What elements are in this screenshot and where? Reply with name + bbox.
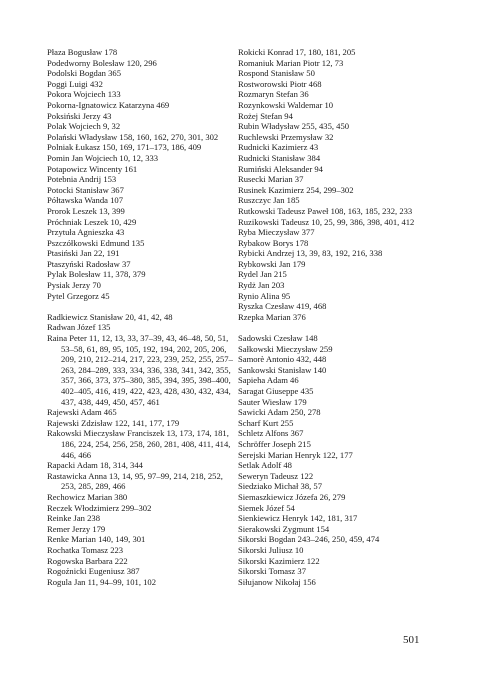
index-entry: Rozynkowski Waldemar 10	[238, 99, 334, 110]
index-column-left	[47, 47, 237, 587]
index-entry: Romaniuk Marian Piotr 12, 73	[238, 57, 344, 68]
index-entry: Seweryn Tadeusz 122	[238, 470, 314, 481]
index-entry: Sadowski Czesław 148	[238, 333, 318, 344]
index-entry: Rubin Władysław 255, 435, 450	[238, 121, 350, 132]
index-entry: Remer Jerzy 179	[47, 523, 106, 534]
index-entry: Potapowicz Wincenty 161	[47, 163, 138, 174]
index-entry: Rospond Stanisław 50	[238, 68, 315, 79]
index-entry: Rutkowski Tadeusz Paweł 108, 163, 185, 232, 233	[238, 205, 413, 216]
index-entry: Rusecki Marian 37	[238, 174, 304, 185]
page-number: 501	[403, 634, 420, 646]
index-entry: Rudnicki Kazimierz 43	[238, 142, 319, 153]
index-entry: Rybkowski Jan 179	[238, 258, 306, 269]
index-group-r-continued	[238, 47, 438, 322]
index-entry: Rybakow Borys 178	[238, 237, 309, 248]
index-entry: Ruszczyc Jan 185	[238, 195, 300, 206]
index-entry: Rajewski Adam 465	[47, 407, 117, 418]
index-entry: Pysiak Jerzy 70	[47, 280, 101, 291]
index-entry: Potocki Stanisław 367	[47, 184, 124, 195]
index-entry: Siemek Józef 54	[238, 502, 295, 513]
index-entry: Pokorna-Ignatowicz Katarzyna 469	[47, 99, 170, 110]
index-entry: Ptasiński Jan 22, 191	[47, 248, 120, 259]
index-entry: Sikorski Bogdan 243–246, 250, 459, 474	[238, 534, 380, 545]
index-entry: Podedworny Bolesław 120, 296	[47, 57, 157, 68]
index-entry: Poggi Luigi 432	[47, 78, 103, 89]
index-entry: Rydel Jan 215	[238, 269, 287, 280]
index-entry: Rzepka Marian 376	[238, 311, 306, 322]
index-entry: Rokicki Konrad 17, 180, 181, 205	[238, 47, 356, 57]
index-entry: Rochatka Tomasz 223	[47, 544, 124, 555]
index-entry: Sałkowski Mieczysław 259	[238, 343, 333, 354]
index-entry: Rogoźnicki Eugeniusz 387	[47, 566, 140, 577]
index-entry: Rumiński Aleksander 94	[238, 163, 323, 174]
index-entry: Serejski Marian Henryk 122, 177	[238, 449, 353, 460]
index-group-p	[47, 47, 237, 301]
index-entry: Ptaszyński Radosław 37	[47, 258, 131, 269]
index-entry: Płaza Bogusław 178	[47, 47, 118, 57]
index-entry: Ryszka Czesław 419, 468	[238, 301, 327, 312]
index-entry: Reczek Włodzimierz 299–302	[47, 502, 152, 513]
index-entry: Pszczółkowski Edmund 135	[47, 237, 145, 248]
index-entry: Renke Marian 140, 149, 301	[47, 534, 146, 545]
index-entry: Rajewski Zdzisław 122, 141, 177, 179	[47, 417, 180, 428]
index-entry: Rybicki Andrzej 13, 39, 83, 192, 216, 338	[238, 248, 383, 259]
index-entry: Pylak Bolesław 11, 378, 379	[47, 269, 146, 280]
index-entry: Saragat Giuseppe 435	[238, 386, 314, 396]
index-entry: Pytel Grzegorz 45	[47, 290, 110, 301]
index-entry: Ruzikowski Tadeusz 10, 25, 99, 386, 398, 401, 412	[238, 216, 415, 227]
index-group-r	[47, 312, 237, 587]
index-entry: Rusinek Kazimierz 254, 299–302	[238, 184, 354, 195]
index-entry: Rastawicka Anna 13, 14, 95, 97–99, 214, 218, 252, 253, 285, 289, 466	[47, 470, 223, 492]
index-entry: Sikorski Tomasz 37	[238, 566, 306, 577]
index-entry: Sankowski Stanisław 140	[238, 364, 327, 375]
index-entry: Rapacki Adam 18, 314, 344	[47, 460, 143, 471]
index-group-s	[238, 333, 438, 587]
index-entry: Rozmaryn Stefan 36	[238, 89, 309, 100]
index-entry: Schröffer Joseph 215	[238, 438, 311, 449]
index-entry: Sikorski Kazimierz 122	[238, 555, 320, 566]
index-entry: Siedziako Michał 38, 57	[238, 481, 323, 492]
index-entry: Próchniak Leszek 10, 429	[47, 216, 137, 227]
index-entry: Poksiński Jerzy 43	[47, 110, 112, 121]
index-entry: Radwan Józef 135	[47, 322, 111, 333]
index-entry: Setlak Adolf 48	[238, 460, 292, 471]
index-entry: Ruchlewski Przemysław 32	[238, 131, 334, 142]
index-entry: Siemaszkiewicz Józefa 26, 279	[238, 491, 346, 502]
index-entry: Pokora Wojciech 133	[47, 89, 121, 100]
index-entry: Raina Peter 11, 12, 13, 33, 37–39, 43, 46–48, 50, 51, 53–58, 61, 89, 95, 105, 192, 194, 202, 205, 206, 209, 210, 212–214, 217, 223, 239, 252, 255, 257–263, 284–289, 333, 334, 336, 338, 341, 342, 355, 357, 366, 373, 375–380, 385, 394, 395, 398–400, 402–405, 416, 419, 422, 423, 428, 430, 432, 434, 437, 438, 449, 450, 457, 461	[47, 333, 233, 407]
index-entry: Scharf Kurt 255	[238, 417, 294, 428]
index-entry: Sawicki Adam 250, 278	[238, 407, 321, 418]
index-entry: Schletz Alfons 367	[238, 428, 304, 439]
index-entry: Rakowski Mieczysław Franciszek 13, 173, 174, 181, 186, 224, 254, 256, 258, 260, 281, 408, 411, 414, 446, 466	[47, 428, 231, 460]
index-entry: Sierakowski Zygmunt 154	[238, 523, 330, 534]
index-entry: Sauter Wiesław 179	[238, 396, 307, 407]
index-entry: Potebnia Andrij 153	[47, 174, 117, 185]
index-entry: Rogowska Barbara 222	[47, 555, 128, 566]
index-entry: Radkiewicz Stanisław 20, 41, 42, 48	[47, 311, 173, 322]
index-entry: Sikorski Juliusz 10	[238, 544, 304, 555]
index-entry: Polak Wojciech 9, 32	[47, 121, 121, 132]
index-entry: Przytuła Agnieszka 43	[47, 227, 125, 238]
index-entry: Rudnicki Stanisław 384	[238, 152, 321, 163]
index-entry: Polniak Łukasz 150, 169, 171–173, 186, 409	[47, 142, 202, 153]
group-spacer	[47, 301, 237, 312]
index-entry: Podolski Bogdan 365	[47, 68, 122, 79]
index-entry: Sapieha Adam 46	[238, 375, 299, 386]
index-entry: Rydż Jan 203	[238, 280, 285, 291]
index-entry: Polański Władysław 158, 160, 162, 270, 301, 302	[47, 131, 219, 142]
index-entry: Sienkiewicz Henryk 142, 181, 317	[238, 513, 358, 524]
index-entry: Rynio Alina 95	[238, 290, 291, 301]
index-entry: Samorè Antonio 432, 448	[238, 354, 327, 365]
index-entry: Rechowicz Marian 380	[47, 491, 128, 502]
index-entry: Prorok Leszek 13, 399	[47, 205, 125, 216]
index-entry: Siłujanow Nikołaj 156	[238, 576, 316, 587]
index-entry: Półtawska Wanda 107	[47, 195, 124, 206]
index-entry: Rogula Jan 11, 94–99, 101, 102	[47, 576, 157, 587]
group-spacer	[238, 322, 438, 333]
index-entry: Pomin Jan Wojciech 10, 12, 333	[47, 152, 159, 163]
index-entry: Reinke Jan 238	[47, 513, 100, 524]
index-entry: Rożej Stefan 94	[238, 110, 293, 121]
index-entry: Ryba Mieczysław 377	[238, 227, 315, 238]
index-column-right	[238, 47, 438, 587]
index-entry: Rostworowski Piotr 468	[238, 78, 322, 89]
